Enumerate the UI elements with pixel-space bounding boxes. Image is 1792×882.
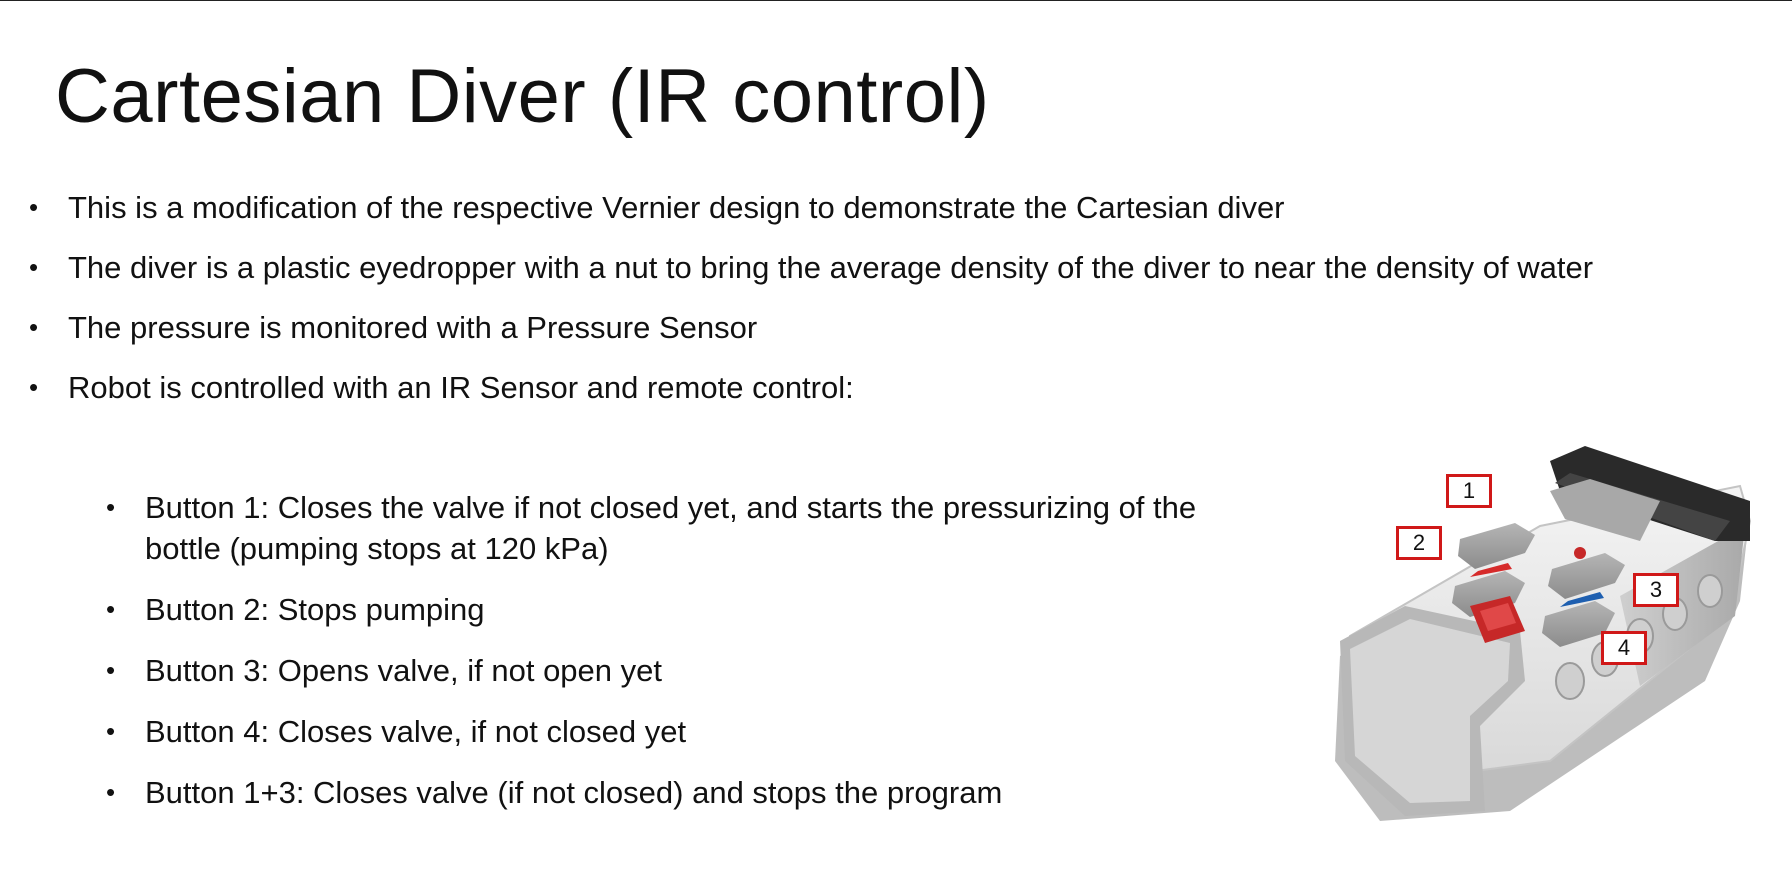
button-bullet-list [0,487,1280,833]
main-bullet-list [0,187,1720,427]
callout-button-4: 4 [1601,631,1647,665]
callout-button-1: 1 [1446,474,1492,508]
callout-button-3: 3 [1633,573,1679,607]
bullet-item: • Robot is controlled with an IR Sensor and remote control: [0,367,1720,408]
ir-remote-control-icon [1310,431,1760,831]
slide-title: Cartesian Diver (IR control) [55,54,990,139]
bullet-item: • The diver is a plastic eyedropper with a nut to bring the average density of the diver to near the density of water [0,247,1720,288]
bullet-item: • This is a modification of the respective Vernier design to demonstrate the Cartesian diver [0,187,1720,228]
sub-bullet-item: • Button 4: Closes valve, if not closed yet [0,711,1245,752]
sub-bullet-item: • Button 2: Stops pumping [0,589,1245,630]
bullet-item: • The pressure is monitored with a Pressure Sensor [0,307,1720,348]
sub-bullet-item: • Button 3: Opens valve, if not open yet [0,650,1245,691]
sub-bullet-item: • Button 1+3: Closes valve (if not closed) and stops the program [0,772,1245,813]
sub-bullet-item: • Button 1: Closes the valve if not closed yet, and starts the pressurizing of the bottle (pumping stops at 120 kPa) [0,487,1245,569]
callout-button-2: 2 [1396,526,1442,560]
